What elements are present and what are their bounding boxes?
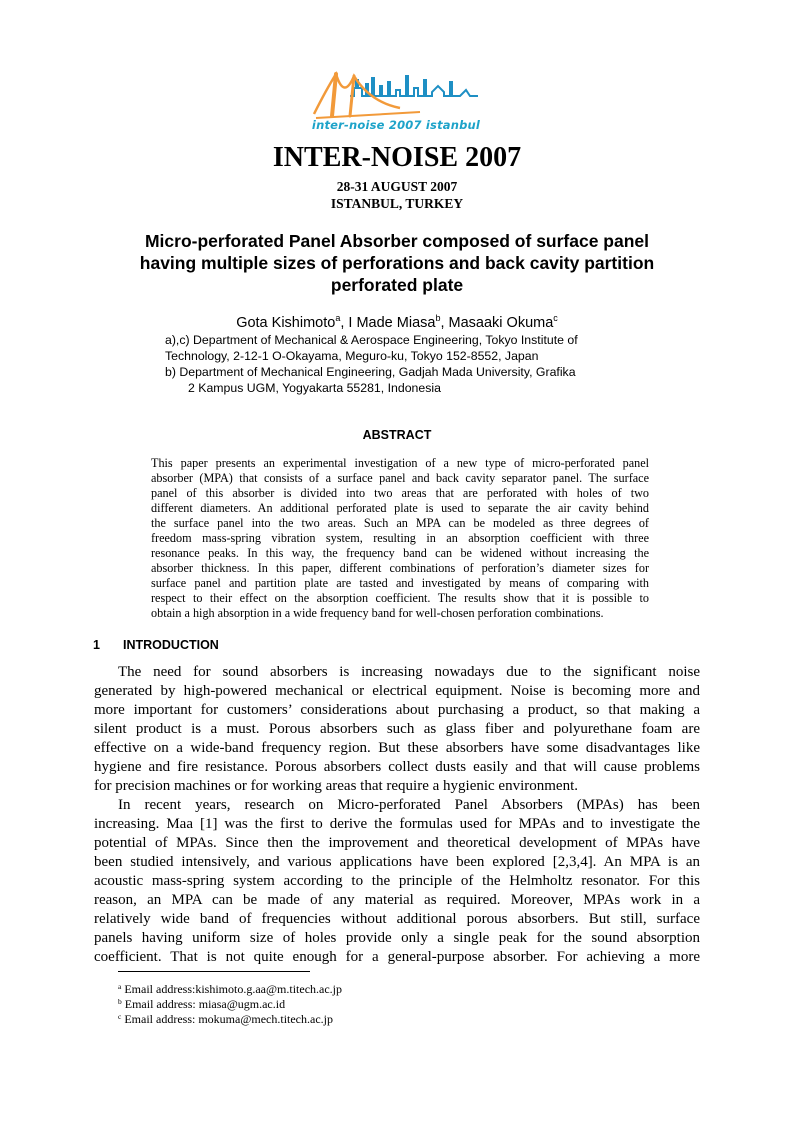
affiliation-line: 2 Kampus UGM, Yogyakarta 55281, Indonesia bbox=[188, 381, 441, 395]
section-number: 1 bbox=[93, 638, 100, 652]
footnote bbox=[118, 982, 342, 997]
conference-logo bbox=[310, 66, 482, 136]
abstract-heading: ABSTRACT bbox=[362, 428, 432, 442]
abstract-line: different diameters. An additional perforated plate is used to separate the air cavity behind bbox=[151, 501, 649, 515]
abstract-line: panel of this absorber is divided into two areas that are perforated with holes of two bbox=[151, 486, 649, 500]
paper-title-line-2: having multiple sizes of perforations and back cavity partition bbox=[139, 253, 655, 273]
affiliation-line: a),c) Department of Mechanical & Aerospace Engineering, Tokyo Institute of bbox=[165, 333, 578, 347]
author-affiliation-mark: b bbox=[435, 313, 441, 323]
body-line: for precision machines or for working areas that require a hygienic environment. bbox=[94, 778, 578, 794]
body-line: hygiene and fire resistance. Porous absorbers collect dusts easily and that will cause problems bbox=[94, 759, 700, 775]
section-title: INTRODUCTION bbox=[123, 638, 219, 652]
author-name: Masaaki Okuma bbox=[448, 315, 554, 331]
body-line: coefficient. That is not quite enough for a general-purpose absorber. For achieving a more bbox=[94, 949, 700, 965]
bridge-skyline-logo-icon bbox=[310, 66, 482, 122]
abstract-line: absorber thickness. In this paper, different combinations of perforation’s diameter sizes for bbox=[151, 561, 649, 575]
author-separator: , bbox=[340, 315, 349, 331]
author-list bbox=[0, 313, 794, 331]
affiliation-line: Technology, 2-12-1 O-Okayama, Meguro-ku, Tokyo 152-8552, Japan bbox=[165, 349, 539, 363]
abstract-line: resonance peaks. In this way, the frequency band can be widened without increasing the bbox=[151, 546, 649, 560]
footnote bbox=[118, 1012, 333, 1027]
body-line: The need for sound absorbers is increasing nowadays due to the significant noise bbox=[118, 664, 700, 680]
body-line: relatively wide band of frequencies without additional porous absorbers. But still, surface bbox=[94, 911, 700, 927]
body-line: In recent years, research on Micro-perforated Panel Absorbers (MPAs) has been bbox=[118, 797, 700, 813]
abstract-line: the surface panel into the two areas. Such an MPA can be modeled as three degrees of bbox=[151, 516, 649, 530]
body-line: panels having uniform size of holes provide only a single peak for the sound absorption bbox=[94, 930, 700, 946]
abstract-line: This paper presents an experimental investigation of a new type of micro-perforated panel bbox=[151, 456, 649, 470]
body-line: generated by high-powered mechanical or electrical equipment. Noise is becoming more and bbox=[94, 683, 700, 699]
abstract-line: obtain a high absorption in a wide frequency band for well-chosen perforation combinations. bbox=[151, 606, 604, 620]
abstract-line: freedom mass-spring vibration system, resulting in an absorption coefficient with three bbox=[151, 531, 649, 545]
footnote-text: Email address:kishimoto.g.aa@m.titech.ac.jp bbox=[124, 982, 343, 996]
footnote-text: Email address: miasa@ugm.ac.id bbox=[124, 997, 286, 1011]
body-line: potential of MPAs. Since then the improvement and theoretical development of MPAs have bbox=[94, 835, 700, 851]
footnote-mark: b bbox=[118, 997, 122, 1006]
body-line: increasing. Maa [1] was the first to derive the formulas used for MPAs and to investigate the bbox=[94, 816, 700, 832]
author-affiliation-mark: c bbox=[553, 313, 558, 323]
author-name: I Made Miasa bbox=[348, 315, 436, 331]
section-heading bbox=[93, 638, 219, 652]
footnote bbox=[118, 997, 285, 1012]
footnote-mark: a bbox=[118, 982, 122, 991]
body-line: been studied intensively, and various applications have been explored [2,3,4]. An MPA is an bbox=[94, 854, 700, 870]
affiliation-line: b) Department of Mechanical Engineering, Gadjah Mada University, Grafika bbox=[165, 365, 576, 379]
body-line: silent product is a must. Porous absorbers such as glass fiber and polyurethane foam are bbox=[94, 721, 700, 737]
footnote-divider bbox=[118, 971, 310, 972]
body-line: more important for customers’ considerations about purchasing a product, so that making a bbox=[94, 702, 700, 718]
author-affiliation-mark: a bbox=[335, 313, 341, 323]
paper-title-line-3: perforated plate bbox=[330, 275, 464, 295]
footnote-mark: c bbox=[118, 1012, 122, 1021]
conference-title: INTER-NOISE 2007 bbox=[272, 142, 522, 173]
author-name: Gota Kishimoto bbox=[236, 315, 336, 331]
body-line: effective on a wide-band frequency region. But these absorbers have some disadvantages like bbox=[94, 740, 700, 756]
conference-location: ISTANBUL, TURKEY bbox=[330, 196, 464, 211]
author-separator: , bbox=[440, 315, 449, 331]
paper-title-line-1: Micro-perforated Panel Absorber composed of surface panel bbox=[144, 231, 650, 251]
logo-text: inter-noise 2007 istanbul bbox=[311, 118, 481, 132]
body-line: acoustic mass-spring system according to the principle of the Helmholtz resonator. For this bbox=[94, 873, 700, 889]
body-line: reason, an MPA can be made of any material as required. Moreover, MPAs work in a bbox=[94, 892, 700, 908]
abstract-line: surface panel and partition plate are tasted and investigated by means of comparing with bbox=[151, 576, 649, 590]
conference-date: 28-31 AUGUST 2007 bbox=[336, 179, 458, 194]
footnote-text: Email address: mokuma@mech.titech.ac.jp bbox=[124, 1012, 333, 1026]
abstract-line: respect to their effect on the absorption coefficient. The results show that it is possible to bbox=[151, 591, 649, 605]
abstract-line: absorber (MPA) that consists of a surface panel and back cavity separator panel. The surface bbox=[151, 471, 649, 485]
